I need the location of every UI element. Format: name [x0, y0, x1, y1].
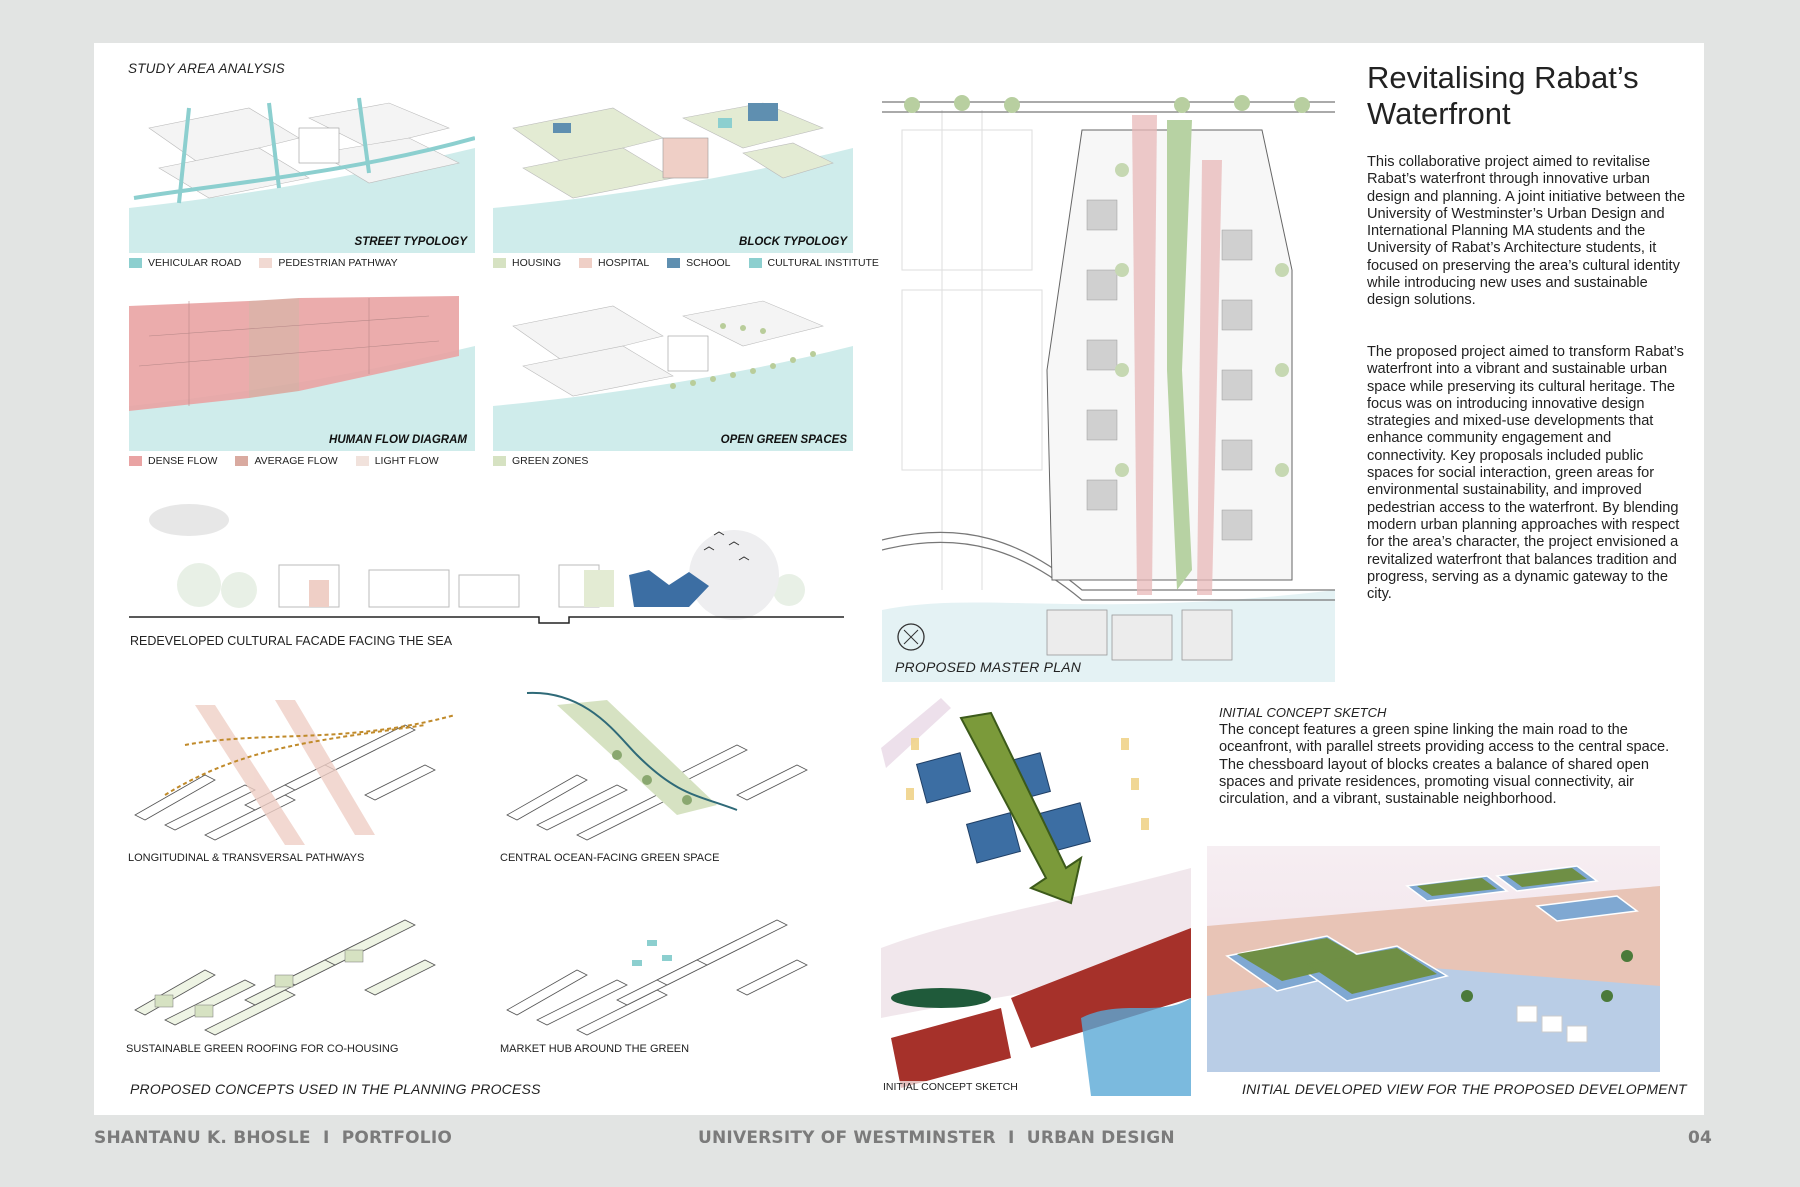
- block-typology-map: [493, 88, 853, 253]
- concept-caption-market-hub: MARKET HUB AROUND THE GREEN: [500, 1043, 690, 1055]
- master-plan-drawing: [882, 70, 1335, 682]
- legend-label: PEDESTRIAN PATHWAY: [278, 257, 398, 269]
- legend-swatch: [129, 456, 142, 466]
- legend-label: GREEN ZONES: [512, 455, 589, 467]
- master-plan-caption: PROPOSED MASTER PLAN: [895, 659, 1082, 675]
- concept-sketch-text: The concept features a green spine linking the main road to the oceanfront, with parallel streets providing access to the central space. The chessboard layout of blocks creates a balance of shared open spaces and private residences, promoting visual connectivity, air circulation, and a vibrant, sustainable neighborhood.: [1219, 722, 1670, 808]
- legend-item-dense-flow: [129, 455, 217, 467]
- human-flow-map: [129, 286, 475, 451]
- legend-swatch: [356, 456, 369, 466]
- legend-item-average-flow: [235, 455, 337, 467]
- page-number: 04: [1688, 1128, 1713, 1148]
- footer-university: UNIVERSITY OF WESTMINSTER I URBAN DESIGN: [698, 1128, 1175, 1148]
- legend-swatch: [493, 456, 506, 466]
- legend-item-housing: [493, 257, 561, 269]
- study-area-heading: STUDY AREA ANALYSIS: [128, 61, 285, 76]
- footer-author: SHANTANU K. BHOSLE I PORTFOLIO: [94, 1128, 453, 1148]
- developed-view-caption: INITIAL DEVELOPED VIEW FOR THE PROPOSED DEVELOPMENT: [1242, 1081, 1687, 1097]
- open-green-spaces-legend: [493, 455, 588, 467]
- concept-sketch-image-caption: INITIAL CONCEPT SKETCH: [883, 1081, 1018, 1093]
- street-typology-title: STREET TYPOLOGY: [354, 236, 467, 248]
- street-typology-map: [129, 88, 475, 253]
- legend-item-green-zones: [493, 455, 588, 467]
- concepts-caption: PROPOSED CONCEPTS USED IN THE PLANNING PROCESS: [130, 1081, 541, 1097]
- legend-swatch: [749, 258, 762, 268]
- concept-caption-green-roofing: SUSTAINABLE GREEN ROOFING FOR CO-HOUSING: [126, 1043, 399, 1055]
- legend-label: AVERAGE FLOW: [254, 455, 338, 467]
- legend-item-school: [667, 257, 730, 269]
- description-paragraph-2: The proposed project aimed to transform Rabat’s waterfront into a vibrant and sustainable urban space while preserving its cultural heritage. The focus was on introducing innovative design strategies and mixed-use developments that enhance community engagement and connectivity. Key proposals included public spaces for social interaction, green areas for environmental sustainability, and improved pedestrian access to the waterfront. By blending modern urban planning approaches with respect for the area’s character, the project envisioned a revitalized waterfront that balances tradition and progress, serving as a dynamic gateway to the city.: [1367, 344, 1684, 603]
- legend-swatch: [667, 258, 680, 268]
- legend-swatch: [259, 258, 272, 268]
- legend-item-light-flow: [356, 455, 439, 467]
- block-typology-legend: [493, 257, 879, 269]
- description-paragraph-1: This collaborative project aimed to revitalise Rabat’s waterfront through innovative urban design and planning. A joint initiative between the University of Westminster’s Urban Design and International Planning MA students and the University of Rabat’s Architecture students, it focused on preserving the area’s cultural identity while introducing new uses and sustainable design solutions.: [1367, 154, 1686, 309]
- concept-diagram-pathways: [125, 685, 475, 850]
- legend-item-hospital: [579, 257, 649, 269]
- legend-swatch: [493, 258, 506, 268]
- legend-item-cultural-institute: [749, 257, 879, 269]
- legend-label: DENSE FLOW: [148, 455, 218, 467]
- human-flow-legend: [129, 455, 439, 467]
- street-typology-legend: [129, 257, 398, 269]
- legend-label: CULTURAL INSTITUTE: [767, 257, 879, 269]
- concept-diagram-market-hub: [497, 880, 847, 1042]
- legend-swatch: [579, 258, 592, 268]
- concept-caption-green-space: CENTRAL OCEAN-FACING GREEN SPACE: [500, 852, 720, 864]
- human-flow-title: HUMAN FLOW DIAGRAM: [329, 434, 467, 446]
- legend-swatch: [235, 456, 248, 466]
- open-green-spaces-map: [493, 286, 853, 451]
- legend-label: LIGHT FLOW: [374, 455, 439, 467]
- facade-caption: REDEVELOPED CULTURAL FACADE FACING THE SEA: [130, 634, 453, 648]
- block-typology-title: BLOCK TYPOLOGY: [739, 236, 847, 248]
- open-green-spaces-title: OPEN GREEN SPACES: [720, 434, 847, 446]
- legend-item-vehicular-road: [129, 257, 241, 269]
- legend-swatch: [129, 258, 142, 268]
- concept-sketch-heading: INITIAL CONCEPT SKETCH: [1219, 705, 1387, 720]
- legend-label: VEHICULAR ROAD: [148, 257, 242, 269]
- legend-label: HOUSING: [512, 257, 562, 269]
- facade-section-drawing: [129, 490, 849, 625]
- project-title: Revitalising Rabat’s Waterfront: [1367, 60, 1639, 131]
- legend-item-pedestrian-pathway: [259, 257, 397, 269]
- concept-diagram-green-roofing: [125, 880, 475, 1042]
- concept-sketch-image: [881, 698, 1191, 1096]
- concept-diagram-green-space: [497, 685, 847, 850]
- developed-view-render: [1207, 846, 1660, 1072]
- legend-label: SCHOOL: [686, 257, 731, 269]
- concept-caption-pathways: LONGITUDINAL & TRANSVERSAL PATHWAYS: [128, 852, 365, 864]
- legend-label: HOSPITAL: [598, 257, 650, 269]
